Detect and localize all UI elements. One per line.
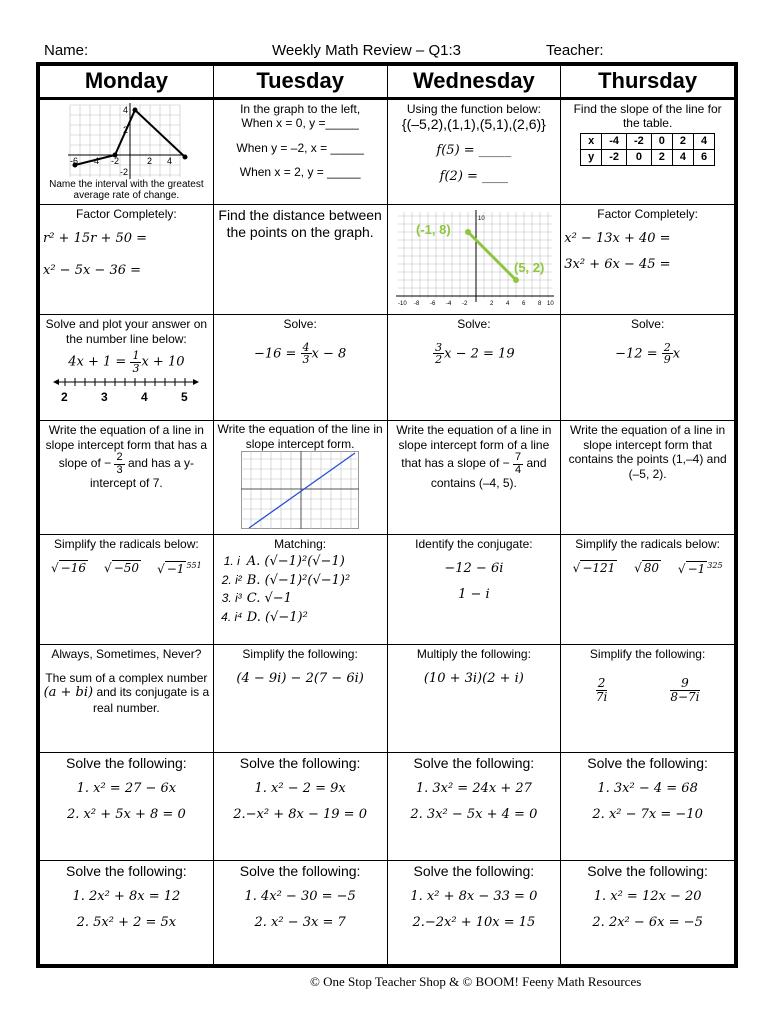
exponent: 325: [707, 560, 723, 570]
text: −12 =: [615, 346, 658, 362]
tick-label: 4: [167, 156, 173, 166]
expression: 1. x² = 12x − 20: [593, 889, 702, 905]
expression: 2. x² − 7x = −10: [592, 806, 703, 822]
text: −16 =: [253, 346, 297, 362]
r1-monday: [40, 99, 214, 205]
r8-monday: [40, 860, 214, 964]
equation: [391, 342, 558, 366]
table-cell: 4: [672, 149, 693, 165]
text: Factor Completely:: [597, 207, 698, 221]
copyright-footer: © One Stop Teacher Shop & © BOOM! Feeny Math Resources: [310, 974, 642, 989]
text: Simplify the radicals below:: [575, 536, 720, 551]
text: and its conjugate is a real number.: [93, 685, 210, 715]
tick-label: -6: [70, 156, 79, 166]
eval-f5: f(5) = _____: [436, 143, 512, 159]
r3-wednesday: [387, 315, 561, 421]
fraction: [433, 342, 444, 366]
table-cell: y: [581, 149, 602, 165]
r4-monday: [40, 421, 214, 534]
expression: 1. 4x² − 30 = −5: [244, 889, 356, 905]
r2-wednesday: [387, 205, 561, 315]
text: Solve the following:: [66, 754, 187, 771]
numerator: 1: [132, 349, 140, 363]
expression: 1. 2x² + 8x = 12: [72, 889, 181, 905]
table-cell: 0: [651, 133, 672, 149]
match-row: [217, 573, 384, 589]
text: The sum of a complex number: [45, 670, 208, 685]
text: x + 10: [141, 354, 185, 370]
table-cell: x: [581, 133, 602, 149]
r8-tuesday: [213, 860, 387, 964]
table-cell: 0: [627, 149, 652, 165]
fraction: [596, 677, 608, 703]
text: Matching:: [274, 536, 327, 551]
text: Solve the following:: [587, 862, 708, 879]
expression: 2. x² + 5x + 8 = 0: [67, 806, 186, 822]
text: and contains (–4, 5).: [430, 456, 547, 491]
number-label: 5: [181, 390, 189, 405]
table-cell: -2: [627, 133, 652, 149]
r6-thursday: [561, 644, 735, 752]
radicand: −50: [113, 560, 140, 575]
expression: 1 − i: [458, 586, 490, 602]
text: Simplify the following:: [589, 646, 706, 661]
r4-wednesday: [387, 421, 561, 534]
radicals: [43, 561, 210, 576]
equation: [564, 342, 731, 366]
distance-graph: [390, 206, 558, 310]
graph-caption: Name the interval with the greatest average rate of change.: [49, 179, 204, 201]
expression: x² − 13x + 40 =: [564, 231, 671, 247]
text: Multiply the following:: [416, 646, 531, 661]
tick-label: 2: [147, 156, 153, 166]
match-left: 3. i³: [221, 591, 242, 606]
expression: 2. 2x² − 6x = −5: [592, 914, 703, 930]
denominator: 7i: [595, 689, 608, 704]
radicand: −1: [166, 561, 185, 576]
expression: −12 − 6i: [444, 560, 504, 576]
text: Solve and plot your answer on the number line below:: [45, 317, 208, 346]
tick-label: -2: [461, 301, 468, 307]
tick-label: -8: [413, 301, 420, 307]
r6-wednesday: [387, 644, 561, 752]
match-right: D. (√−1)²: [246, 609, 308, 625]
radical: √ 80: [634, 560, 660, 575]
exponent: 551: [186, 560, 202, 570]
table-cell: 2: [672, 133, 693, 149]
equation: [43, 350, 210, 374]
text: Write the equation of a line in slope intercept form that contains the points (1,–4) and (–5, 2).: [568, 423, 727, 481]
r2-monday: [40, 205, 214, 315]
expression: 1. x² = 27 − 6x: [76, 781, 177, 797]
review-table: [39, 65, 735, 965]
tick-label: -4: [445, 301, 452, 307]
text: Solve the following:: [587, 754, 708, 771]
radical: √ −50: [104, 560, 140, 575]
numerator: 2: [597, 675, 606, 690]
expression: 2.−2x² + 10x = 15: [412, 914, 536, 930]
r1-tuesday: [213, 99, 387, 205]
eval-f2: f(2) = ____: [439, 168, 509, 184]
denominator: 8−7i: [670, 689, 700, 704]
r7-wednesday: [387, 752, 561, 860]
statement: [43, 671, 210, 715]
text: Solve the following:: [239, 862, 361, 879]
function-set: {(–5,2),(1,1),(5,1),(2,6)}: [401, 116, 546, 133]
match-row: [217, 610, 384, 626]
numerator: 2: [663, 340, 671, 354]
match-right: A. (√−1)²(√−1): [246, 553, 345, 569]
text: Solve the following:: [413, 862, 535, 879]
text: Solve:: [283, 317, 317, 332]
fraction: [130, 350, 141, 374]
numerator: 7: [515, 451, 522, 464]
r8-thursday: [561, 860, 735, 964]
tick-label: 8: [537, 301, 542, 307]
text: Identify the conjugate:: [415, 536, 533, 551]
r1-thursday: [561, 99, 735, 205]
radicand: −121: [582, 560, 616, 575]
table-cell: 4: [694, 133, 715, 149]
radical: √ −1 $^{325}$: [677, 560, 723, 576]
piecewise-graph: [42, 101, 210, 181]
table-cell: 2: [651, 149, 672, 165]
radicals: [564, 561, 731, 576]
point-label-1: (-1, 8): [415, 222, 451, 237]
text: When x = 2, y = _____: [239, 165, 361, 180]
number-label: 3: [101, 390, 109, 405]
point-label-2: (5, 2): [513, 260, 545, 275]
tick-label: 10: [477, 216, 485, 222]
match-row: [217, 591, 384, 607]
expression: 1. 3x² − 4 = 68: [597, 781, 698, 797]
tick-label: -10: [397, 301, 407, 307]
day-tuesday: Tuesday: [213, 66, 387, 99]
table-cell: 6: [694, 149, 715, 165]
numerator: 9: [670, 677, 699, 691]
text: Simplify the radicals below:: [54, 536, 199, 551]
denominator: 3: [132, 361, 140, 375]
r5-thursday: [561, 534, 735, 644]
fraction: [670, 677, 699, 703]
expression: 2. 5x² + 2 = 5x: [76, 914, 177, 930]
day-thursday: Thursday: [561, 66, 735, 99]
r7-monday: [40, 752, 214, 860]
text: x: [672, 346, 681, 362]
text: Solve the following:: [66, 862, 187, 879]
denominator: 3: [116, 463, 123, 476]
r5-monday: [40, 534, 214, 644]
fraction: [114, 452, 124, 476]
equation: [217, 342, 384, 366]
text: In the graph to the left,: [240, 102, 361, 116]
tick-label: 4: [505, 301, 510, 307]
match-row: [217, 554, 384, 570]
fraction: [513, 452, 523, 476]
match-right: B. (√−1)²(√−1)²: [246, 572, 351, 588]
r1-wednesday: [387, 99, 561, 205]
expression: 2.−x² + 8x − 19 = 0: [233, 806, 367, 822]
text: Factor Completely:: [76, 207, 177, 221]
expression: x² − 5x − 36 =: [43, 262, 142, 278]
tick-label: 4: [123, 105, 129, 115]
expression: 1. x² − 2 = 9x: [254, 781, 346, 797]
tick-label: -2: [120, 167, 129, 177]
expression: 2. 3x² − 5x + 4 = 0: [410, 806, 538, 822]
match-right: C. √−1: [246, 591, 292, 607]
match-left: 4. i⁴: [221, 609, 243, 624]
denominator: 3: [302, 353, 310, 367]
denominator: 9: [663, 353, 671, 367]
text: Solve:: [630, 317, 665, 332]
expression: (a + bi): [43, 685, 94, 701]
tick-label: -6: [429, 301, 436, 307]
tick-label: -4: [91, 156, 100, 166]
number-label: 2: [61, 390, 69, 405]
expression: 2. x² − 3x = 7: [254, 914, 346, 930]
page-title: Weekly Math Review – Q1:3: [272, 42, 461, 59]
tick-label: 10: [546, 301, 554, 307]
r6-monday: [40, 644, 214, 752]
denominator: 2: [435, 353, 443, 367]
expression: 3x² + 6x − 45 =: [564, 256, 671, 272]
tick-label: 2: [123, 125, 129, 135]
day-wednesday: Wednesday: [387, 66, 561, 99]
text: x − 2 = 19: [444, 346, 515, 362]
r5-tuesday: [213, 534, 387, 644]
number-line: [51, 374, 201, 404]
radicand: −1: [687, 561, 706, 576]
radical: √ −121: [572, 560, 616, 575]
tick-label: -2: [111, 156, 120, 166]
match-left: 1. i: [223, 553, 240, 568]
text: Find the distance between the points on the graph.: [218, 207, 382, 240]
text: Write the equation of a line in slope intercept form of a line that has a slope of −: [396, 423, 552, 471]
fraction: [662, 342, 673, 366]
table-cell: -4: [602, 133, 627, 149]
radicand: −16: [60, 560, 86, 575]
text: x − 8: [311, 346, 347, 362]
tick-label: 6: [521, 301, 526, 307]
numerator: 3: [435, 340, 443, 354]
text: Using the function below:: [406, 102, 541, 116]
text: 4x + 1 =: [68, 354, 127, 370]
r7-thursday: [561, 752, 735, 860]
r2-tuesday: [213, 205, 387, 315]
number-label: 4: [141, 390, 149, 405]
review-grid: [36, 62, 738, 968]
text: Write the equation of a line in slope intercept form that has a slope of −: [45, 423, 208, 471]
fraction: [301, 342, 312, 366]
radical: √ −1 $^{551}$: [157, 560, 202, 576]
denominator: 4: [515, 463, 522, 476]
text: Solve the following:: [413, 754, 535, 771]
r4-tuesday: [213, 421, 387, 534]
text: Always, Sometimes, Never?: [51, 646, 202, 661]
name-label: Name:: [44, 42, 89, 59]
r3-tuesday: [213, 315, 387, 421]
expression: 1. x² + 8x − 33 = 0: [410, 889, 538, 905]
line-graph: [241, 451, 359, 529]
tick-label: 2: [489, 301, 494, 307]
r3-thursday: [561, 315, 735, 421]
slope-table: [580, 133, 715, 166]
day-monday: Monday: [40, 66, 214, 99]
numerator: 4: [302, 340, 310, 354]
expression: 1. 3x² = 24x + 27: [415, 781, 532, 797]
radicand: 80: [643, 560, 660, 575]
text: Solve:: [457, 317, 491, 332]
text: When x = 0, y =_____: [241, 116, 359, 131]
expression: (10 + 3i)(2 + i): [423, 670, 524, 686]
radical: √ −16: [51, 560, 86, 575]
text: When y = –2, x = _____: [236, 140, 364, 155]
r6-tuesday: [213, 644, 387, 752]
text: Write the equation of the line in slope intercept form.: [217, 422, 383, 451]
match-left: 2. i²: [221, 572, 242, 587]
table-cell: -2: [602, 149, 627, 165]
expression: r² + 15r + 50 =: [43, 231, 148, 247]
r2-thursday: [561, 205, 735, 315]
expression: (4 − 9i) − 2(7 − 6i): [236, 670, 364, 686]
text: Solve the following:: [239, 754, 361, 771]
r5-wednesday: [387, 534, 561, 644]
numerator: 2: [116, 451, 123, 464]
r7-tuesday: [213, 752, 387, 860]
r3-monday: [40, 315, 214, 421]
text: Simplify the following:: [242, 646, 358, 661]
r8-wednesday: [387, 860, 561, 964]
teacher-label: Teacher:: [546, 42, 604, 59]
fractions: [564, 677, 731, 703]
r4-thursday: [561, 421, 735, 534]
text: Find the slope of the line for the table.: [573, 102, 722, 131]
text: and has a y-intercept of 7.: [90, 456, 194, 491]
